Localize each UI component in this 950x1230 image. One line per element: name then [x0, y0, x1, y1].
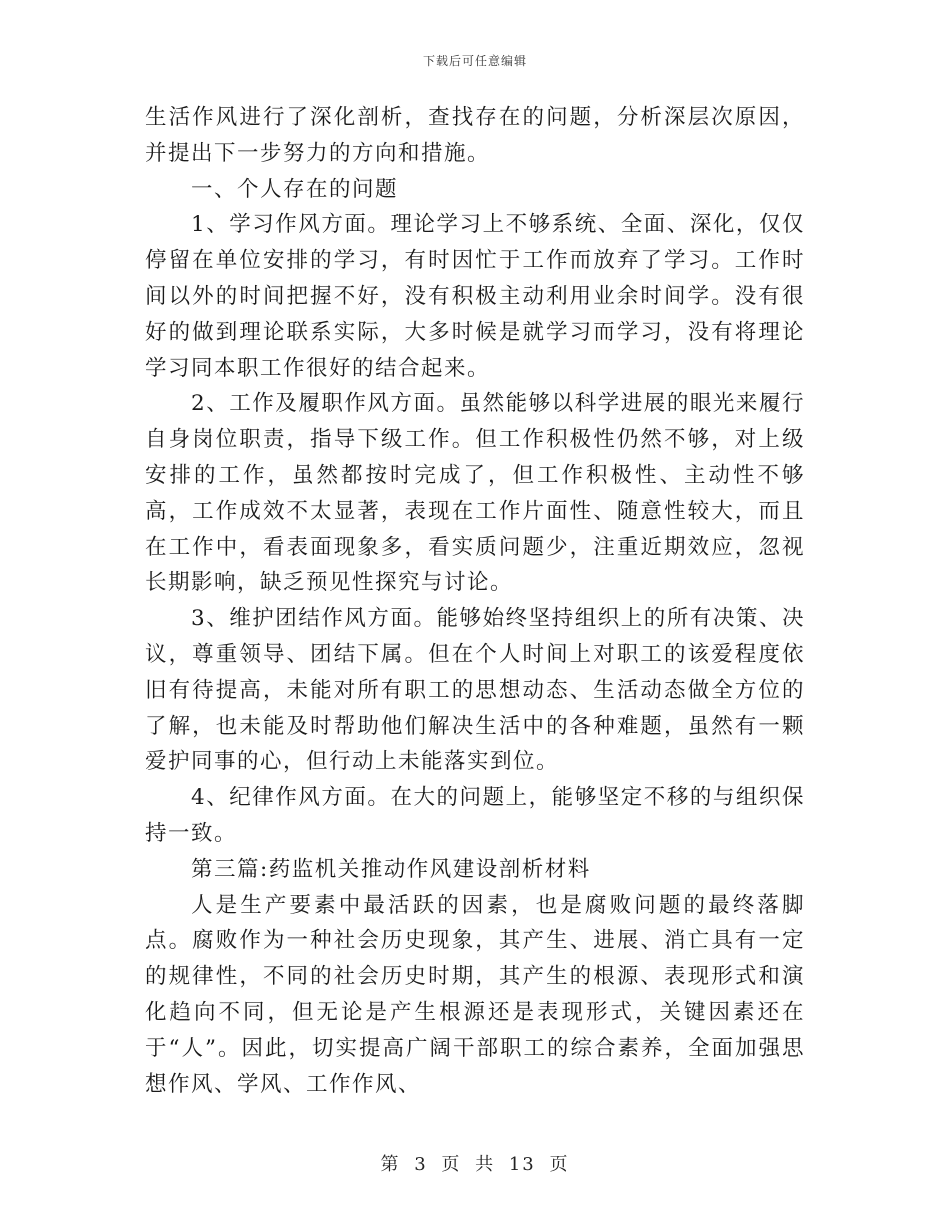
page-header: 下载后可任意编辑	[422, 54, 527, 68]
section-heading: 第三篇:药监机关推动作风建设剖析材料	[191, 856, 591, 882]
paragraph: 人是生产要素中最活跃的因素，也是腐败问题的最终落脚点。腐败作为一种社会历史现象，其产生、进展、消亡具有一定的规律性，不同的社会历史时期，其产生的根源、表现形式和演化趋向不同，但无论是产生根源还是表现形式，关键因素还在于“人”。因此，切实提高广阔干部职工的综合素养，全面加强思想作风、学风、工作作风、	[145, 892, 805, 1097]
document-body	[145, 100, 805, 1102]
paragraph: 生活作风进行了深化剖析，查找存在的问题，分析深层次原因，并提出下一步努力的方向和措施。	[145, 105, 805, 166]
paragraph: 3、维护团结作风方面。能够始终坚持组织上的所有决策、决议，尊重领导、团结下属。但在个人时间上对职工的该爱程度依旧有待提高，未能对所有职工的思想动态、生活动态做全方位的了解，也未能及时帮助他们解决生活中的各种难题，虽然有一颗爱护同事的心，但行动上未能落实到位。	[145, 606, 805, 775]
section-heading: 一、个人存在的问题	[191, 176, 399, 202]
paragraph: 1、学习作风方面。理论学习上不够系统、全面、深化，仅仅停留在单位安排的学习，有时因忙于工作而放弃了学习。工作时间以外的时间把握不好，没有积极主动利用业余时间学。没有很好的做到理论联系实际，大多时候是就学习而学习，没有将理论学习同本职工作很好的结合起来。	[145, 212, 805, 381]
paragraph: 2、工作及履职作风方面。虽然能够以科学进展的眼光来履行自身岗位职责，指导下级工作。但工作积极性仍然不够，对上级安排的工作，虽然都按时完成了，但工作积极性、主动性不够高，工作成效不太显著，表现在工作片面性、随意性较大，而且在工作中，看表面现象多，看实质问题少，注重近期效应，忽视长期影响，缺乏预见性探究与讨论。	[145, 391, 805, 596]
page-number: 第 3 页 共 13 页	[380, 1154, 570, 1175]
paragraph: 4、纪律作风方面。在大的问题上，能够坚定不移的与组织保持一致。	[145, 785, 805, 846]
